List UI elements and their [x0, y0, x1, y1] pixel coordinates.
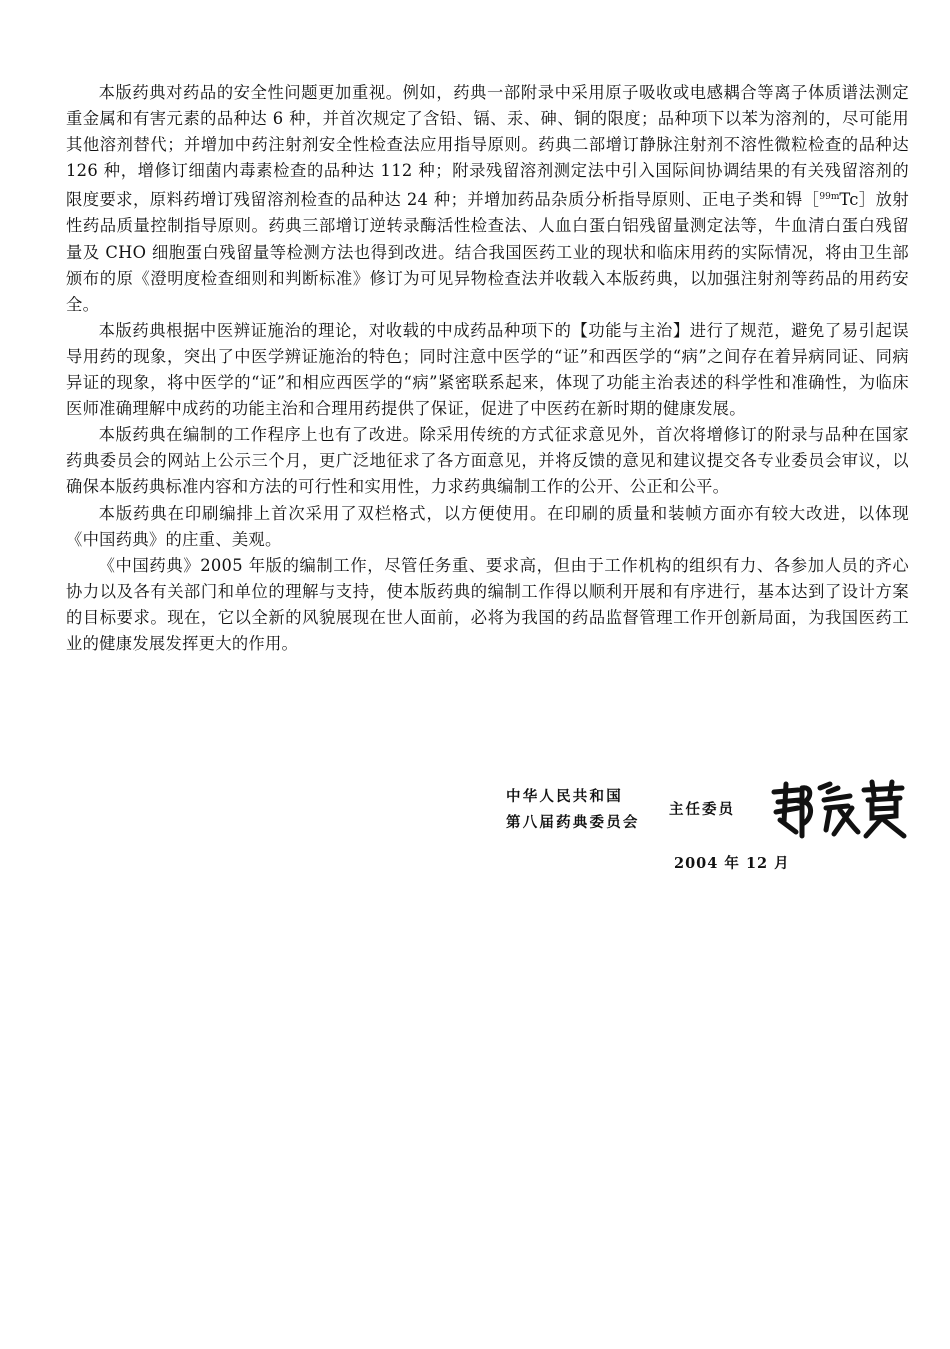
paragraph-tcm: 本版药典根据中医辨证施治的理论，对收载的中成药品种项下的【功能与主治】进行了规范，避免了易引起误导用药的现象，突出了中医学辨证施治的特色；同时注意中医学的“证”和西医学的“病”之间存在着异病同证、同病异证的现象，将中医学的“证”和相应西医学的“病”紧密联系起来，体现了功能主治表述的科学性和准确性，为临床医师准确理解中成药的功能主治和合理用药提供了保证，促进了中医药在新时期的健康发展。 — [66, 320, 909, 419]
isotope-symbol: Tc］ — [839, 190, 876, 210]
handwritten-signature — [768, 778, 908, 840]
org-line-2: 第八届药典委员会 — [506, 815, 640, 831]
paragraph-safety — [66, 80, 909, 318]
paragraph-printing: 本版药典在印刷编排上首次采用了双栏格式，以方便使用。在印刷的质量和装帧方面亦有较大改进，以体现《中国药典》的庄重、美观。 — [66, 503, 909, 549]
paragraph-conclusion: 《中国药典》2005 年版的编制工作，尽管任务重、要求高，但由于工作机构的组织有力、各参加人员的齐心协力以及各有关部门和单位的理解与支持，使本版药典的编制工作得以顺利开展和有序进行，基本达到了设计方案的目标要求。现在，它以全新的风貌展现在世人面前，必将为我国的药品监督管理工作开创新局面，为我国医药工业的健康发展发挥更大的作用。 — [66, 555, 909, 653]
document-body — [66, 80, 909, 657]
organization-name — [506, 784, 640, 836]
isotope-superscript: 99m — [819, 192, 840, 203]
paragraph-safety-text-b: 放射性药品质量控制指导原则。药典三部增订逆转录酶活性检查法、人血白蛋白铝残留量测定法等，牛血清白蛋白残留量及 CHO 细胞蛋白残留量等检测方法也得到改进。结合我国医药工业的现状和临床用药的实际情况，将由卫生部颁布的原《澄明度检查细则和判断标准》修订为可见异物检查法并收载入本版药典，以加强注射剂等药品的用药安全。 — [66, 190, 909, 314]
issue-date: 2004 年 12 月 — [674, 855, 790, 872]
paragraph-procedure: 本版药典在编制的工作程序上也有了改进。除采用传统的方式征求意见外，首次将增修订的附录与品种在国家药典委员会的网站上公示三个月，更广泛地征求了各方面意见，并将反馈的意见和建议提交各专业委员会审议，以确保本版药典标准内容和方法的可行性和实用性，力求药典编制工作的公开、公正和公平。 — [66, 425, 909, 497]
org-line-1: 中华人民共和国 — [506, 789, 623, 805]
signature-block — [506, 784, 916, 884]
technetium-label — [819, 190, 875, 209]
chair-title: 主任委员 — [669, 802, 735, 818]
paragraph-safety-text-a: 本版药典对药品的安全性问题更加重视。例如，药典一部附录中采用原子吸收或电感耦合等离子体质谱法测定重金属和有害元素的品种达 6 种，并首次规定了含铅、镉、汞、砷、铜的限度；品种项下以苯为溶剂的，尽可能用其他溶剂替代；并增加中药注射剂安全性检查法应用指导原则。药典二部增订静脉注射剂不溶性微粒检查的品种达 126 种，增修订细菌内毒素检查的品种达 112 种；附录残留溶剂测定法中引入国际间协调结果的有关残留溶剂的限度要求，原料药增订残留溶剂检查的品种达 24 种；并增加药品杂质分析指导原则、正电子类和锝［ — [66, 83, 909, 210]
